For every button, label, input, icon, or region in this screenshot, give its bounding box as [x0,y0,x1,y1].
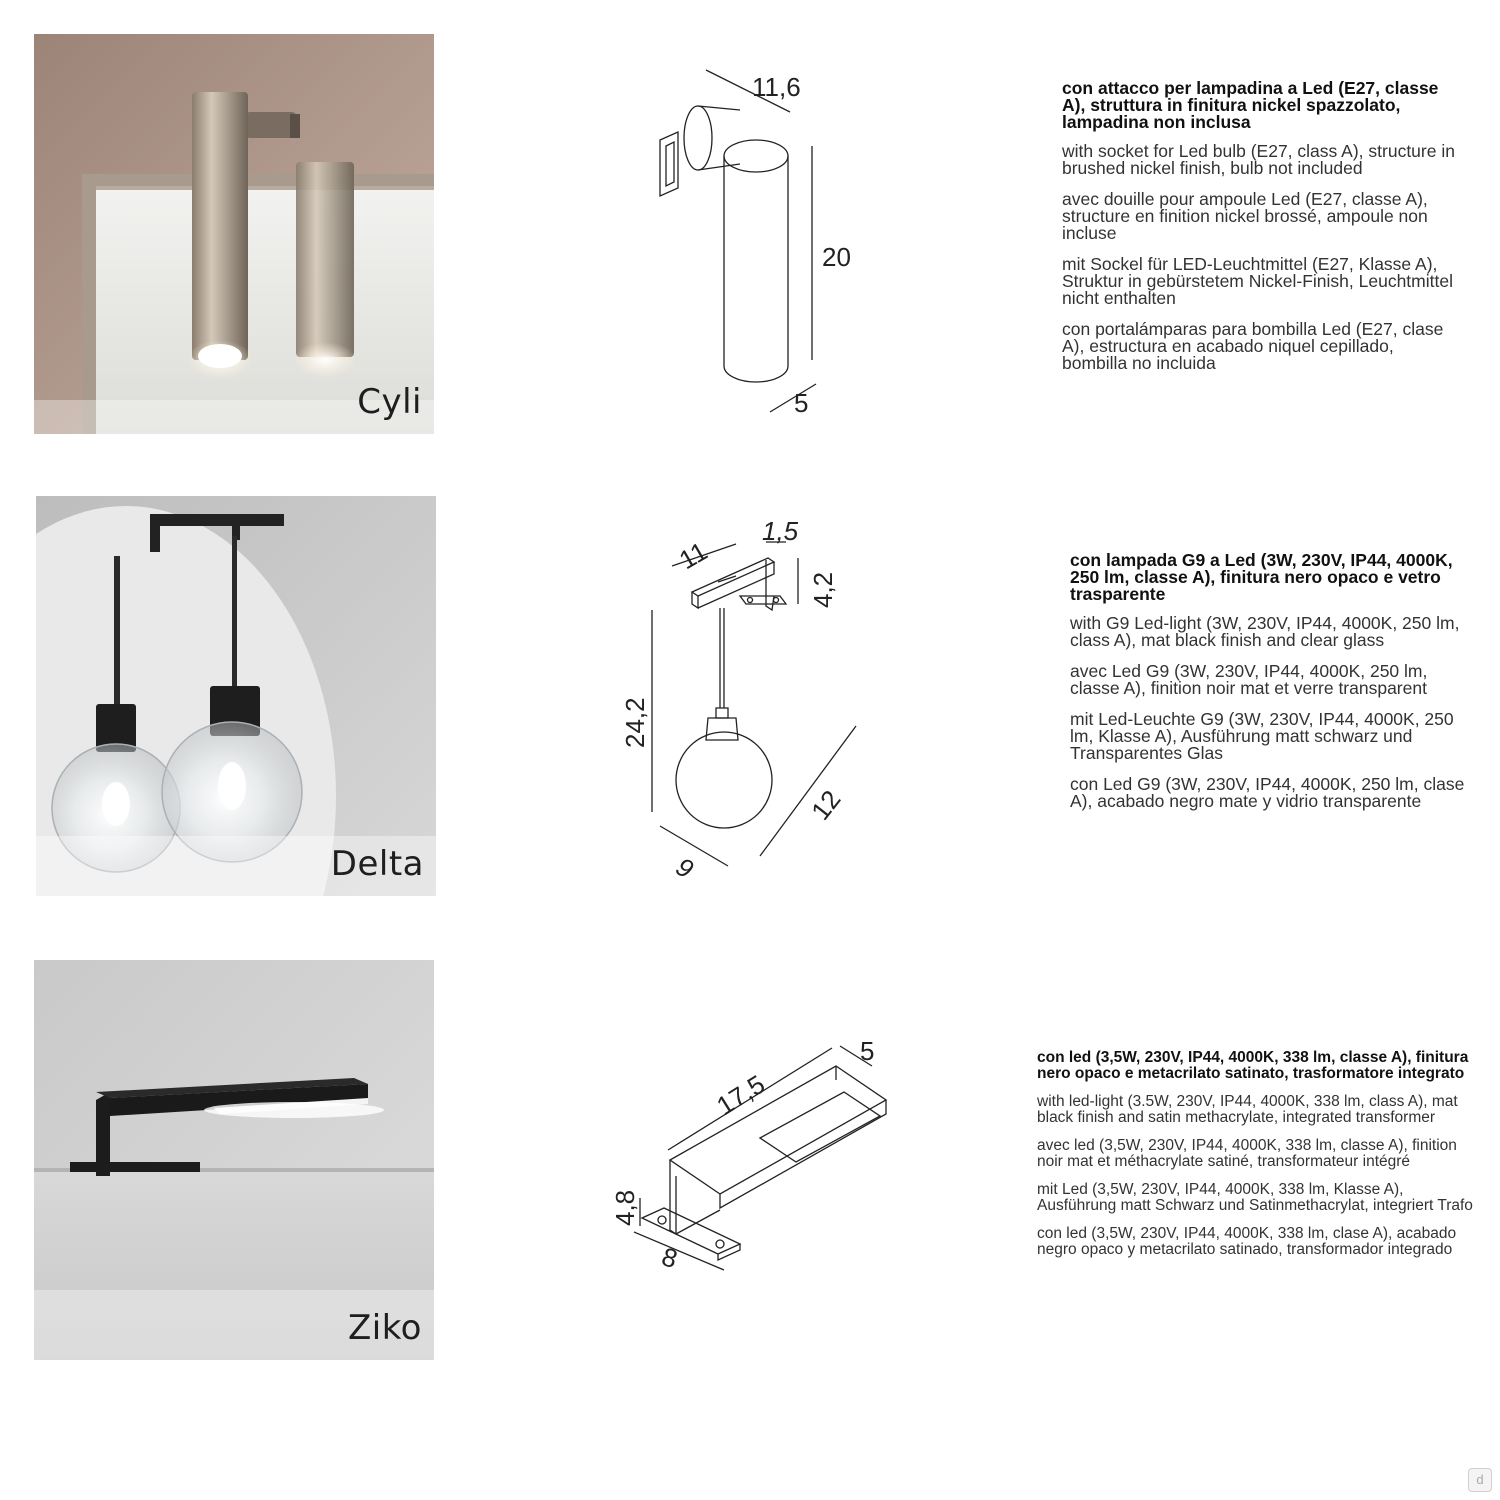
cyli-technical-drawing [640,60,880,430]
delta-desc-es: con Led G9 (3W, 230V, IP44, 4000K, 250 lm, clase A), acabado negro mate y vidrio transparente [1070,774,1465,811]
delta-technical-drawing [600,500,880,890]
cyli-desc-en: with socket for Led bulb (E27, class A), structure in brushed nickel finish, bulb not included [1062,141,1455,178]
cyli-description [1062,80,1462,386]
delta-description [1070,552,1470,824]
cyli-desc-fr: avec douille pour ampoule Led (E27, classe A), structure en finition nickel brossé, ampoule non incluse [1062,189,1428,243]
ziko-technical-drawing [600,1030,900,1280]
ziko-description [1037,1050,1483,1270]
delta-desc-it: con lampada G9 a Led (3W, 230V, IP44, 4000K, 250 lm, classe A), finitura nero opaco e vetro trasparente [1070,550,1453,604]
delta-photo [36,496,436,896]
watermark-logo: d [1468,1468,1492,1492]
ziko-desc-es: con led (3,5W, 230V, IP44, 4000K, 338 lm, clase A), acabado negro opaco y metacrilato satinado, transformador integrado [1037,1225,1457,1258]
delta-dim-height: 24,2 [620,697,650,748]
cyli-photo [34,34,434,434]
ziko-dim-height: 4,8 [610,1189,640,1226]
delta-dim-arm: 11 [674,535,713,576]
cyli-name-label: Cyli [357,382,422,422]
delta-desc-en: with G9 Led-light (3W, 230V, IP44, 4000K, 250 lm, class A), mat black finish and clear glass [1070,613,1460,650]
delta-dim-thickness: 1,5 [762,516,799,546]
ziko-dim-length: 17,5 [711,1068,771,1122]
ziko-desc-de: mit Led (3,5W, 230V, IP44, 4000K, 338 lm, Klasse A), Ausführung matt Schwarz und Satinmethacrylat, integriert Trafo [1037,1181,1473,1214]
delta-dim-bracket: 4,2 [808,571,838,608]
delta-name-label: Delta [330,844,424,884]
cyli-dim-height: 20 [822,242,851,272]
cyli-desc-es: con portalámparas para bombilla Led (E27, clase A), estructura en acabado niquel cepillado, bombilla no incluida [1062,319,1444,373]
ziko-name-label: Ziko [347,1308,422,1348]
ziko-dim-width: 5 [860,1036,875,1066]
delta-dim-globe: 9 [671,851,699,885]
delta-desc-fr: avec Led G9 (3W, 230V, IP44, 4000K, 250 lm, classe A), finition noir mat et verre transparent [1070,661,1428,698]
cyli-desc-it: con attacco per lampadina a Led (E27, classe A), struttura in finitura nickel spazzolato, lampadina non inclusa [1062,78,1439,132]
cyli-desc-de: mit Sockel für LED-Leuchtmittel (E27, Klasse A), Struktur in gebürstetem Nickel-Finish, Leuchtmittel nicht enthalten [1062,254,1453,308]
ziko-dim-base: 8 [658,1241,682,1275]
ziko-desc-en: with led-light (3.5W, 230V, IP44, 4000K, 338 lm, class A), mat black finish and satin methacrylate, integrated transformer [1037,1093,1458,1126]
ziko-desc-it: con led (3,5W, 230V, IP44, 4000K, 338 lm, classe A), finitura nero opaco e metacrilato satinato, trasformatore integrato [1037,1049,1469,1082]
delta-desc-de: mit Led-Leuchte G9 (3W, 230V, IP44, 4000K, 250 lm, Klasse A), Ausführung matt schwarz und Transparentes Glas [1070,709,1454,763]
cyli-dim-width: 11,6 [752,72,801,102]
cyli-dim-depth: 5 [794,388,809,418]
ziko-photo [34,960,434,1360]
delta-dim-depth: 12 [805,784,847,826]
ziko-desc-fr: avec led (3,5W, 230V, IP44, 4000K, 338 lm, classe A), finition noir mat et méthacrylate satiné, transformateur intégré [1037,1137,1457,1170]
